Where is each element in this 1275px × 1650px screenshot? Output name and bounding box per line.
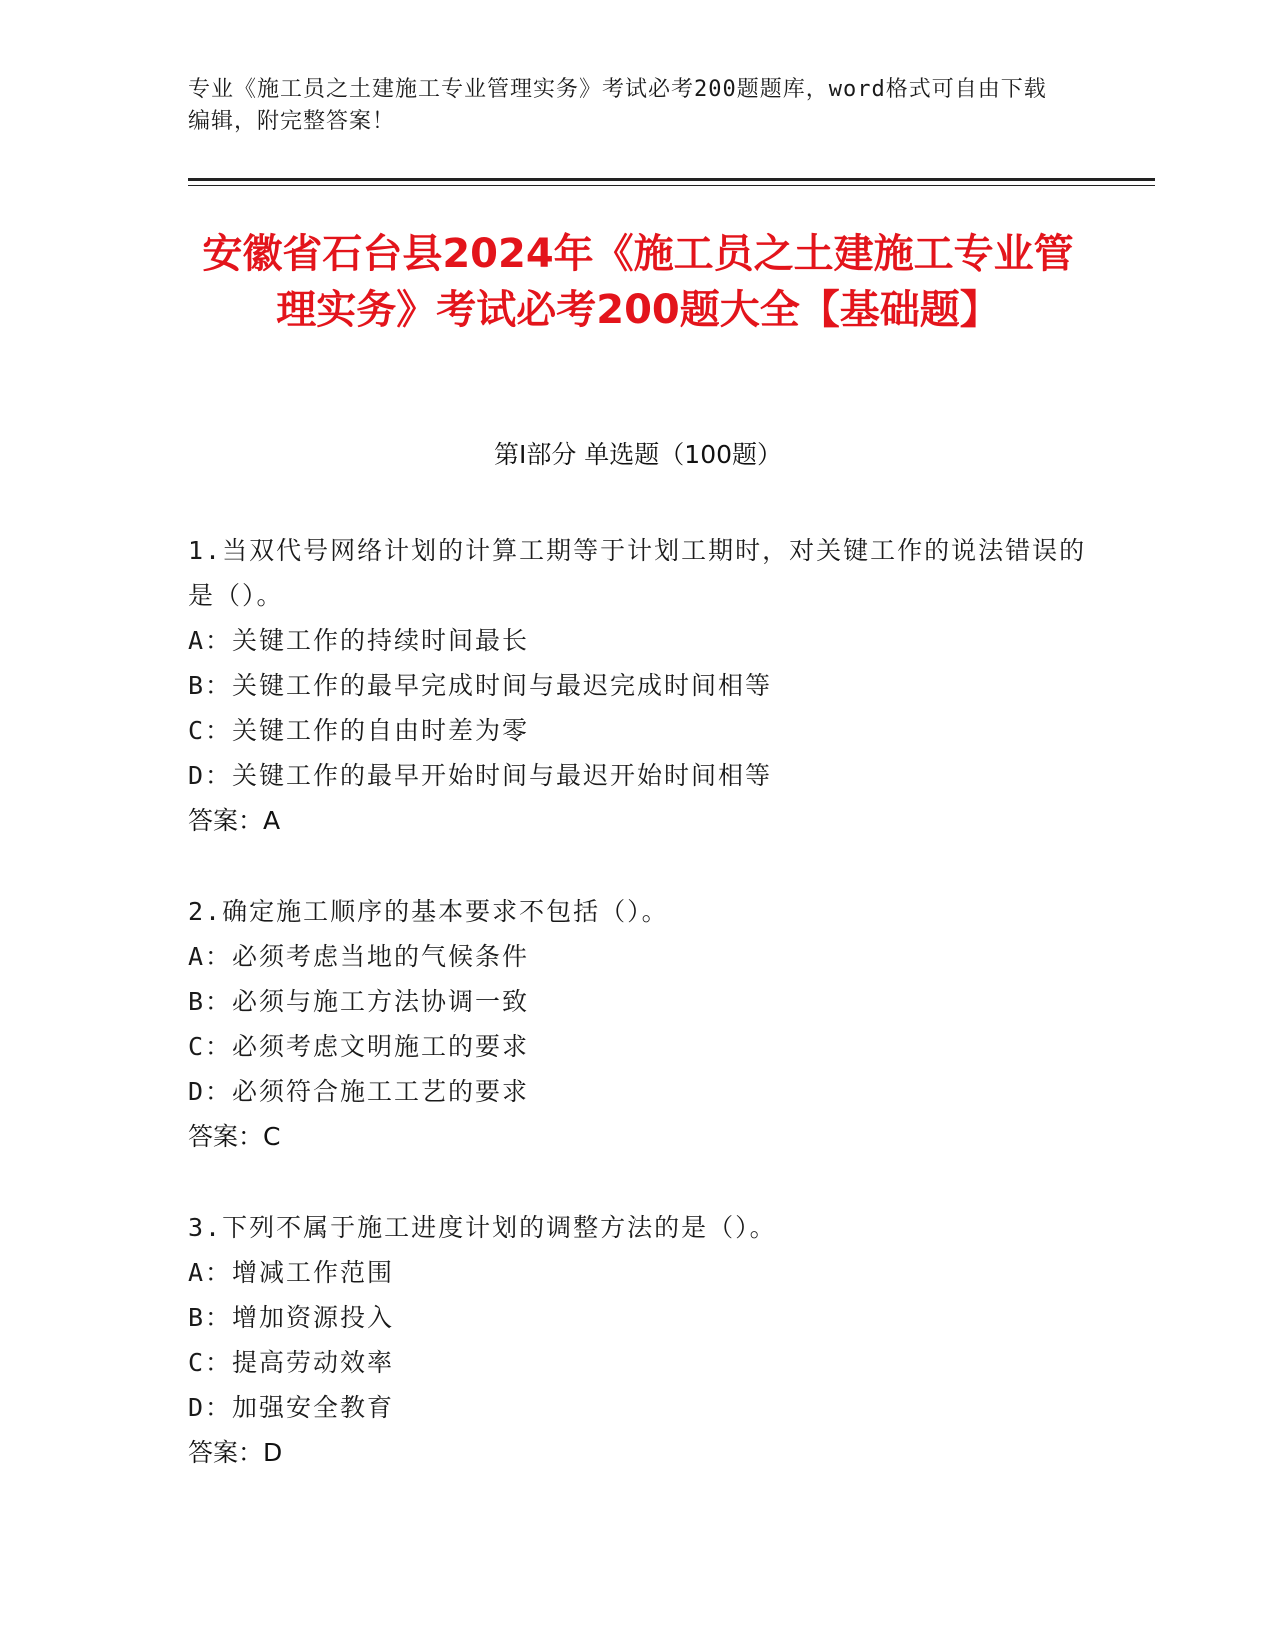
question-stem: 1.当双代号网络计划的计算工期等于计划工期时，对关键工作的说法错误的是（）。 <box>188 536 1087 610</box>
option-c: C：关键工作的自由时差为零 <box>188 716 530 745</box>
answer: 答案：A <box>188 806 281 835</box>
document-title: 安徽省石台县2024年《施工员之土建施工专业管理实务》考试必考200题大全【基础题】 <box>202 231 1074 333</box>
option-b: B：增加资源投入 <box>188 1303 395 1332</box>
option-a: A：增减工作范围 <box>188 1258 395 1287</box>
option-a: A：关键工作的持续时间最长 <box>188 626 530 655</box>
option-d: D：加强安全教育 <box>188 1393 395 1422</box>
option-c: C：必须考虑文明施工的要求 <box>188 1032 530 1061</box>
header-divider-thin <box>188 185 1155 186</box>
question-item <box>188 1205 1088 1475</box>
header-divider-thick <box>188 178 1155 181</box>
question-list <box>188 528 1088 1521</box>
question-stem: 2.确定施工顺序的基本要求不包括（）。 <box>188 897 669 926</box>
option-a: A：必须考虑当地的气候条件 <box>188 942 530 971</box>
header-note: 专业《施工员之土建施工专业管理实务》考试必考200题题库，word格式可自由下载编辑，附完整答案！ <box>188 77 1047 134</box>
option-b: B：必须与施工方法协调一致 <box>188 987 530 1016</box>
question-stem: 3.下列不属于施工进度计划的调整方法的是（）。 <box>188 1213 777 1242</box>
question-item <box>188 889 1088 1159</box>
question-item <box>188 528 1088 843</box>
section-heading: 第I部分 单选题（100题） <box>493 440 783 469</box>
option-d: D：关键工作的最早开始时间与最迟开始时间相等 <box>188 761 773 790</box>
option-c: C：提高劳动效率 <box>188 1348 395 1377</box>
option-d: D：必须符合施工工艺的要求 <box>188 1077 530 1106</box>
answer: 答案：D <box>188 1438 283 1467</box>
option-b: B：关键工作的最早完成时间与最迟完成时间相等 <box>188 671 773 700</box>
answer: 答案：C <box>188 1122 281 1151</box>
